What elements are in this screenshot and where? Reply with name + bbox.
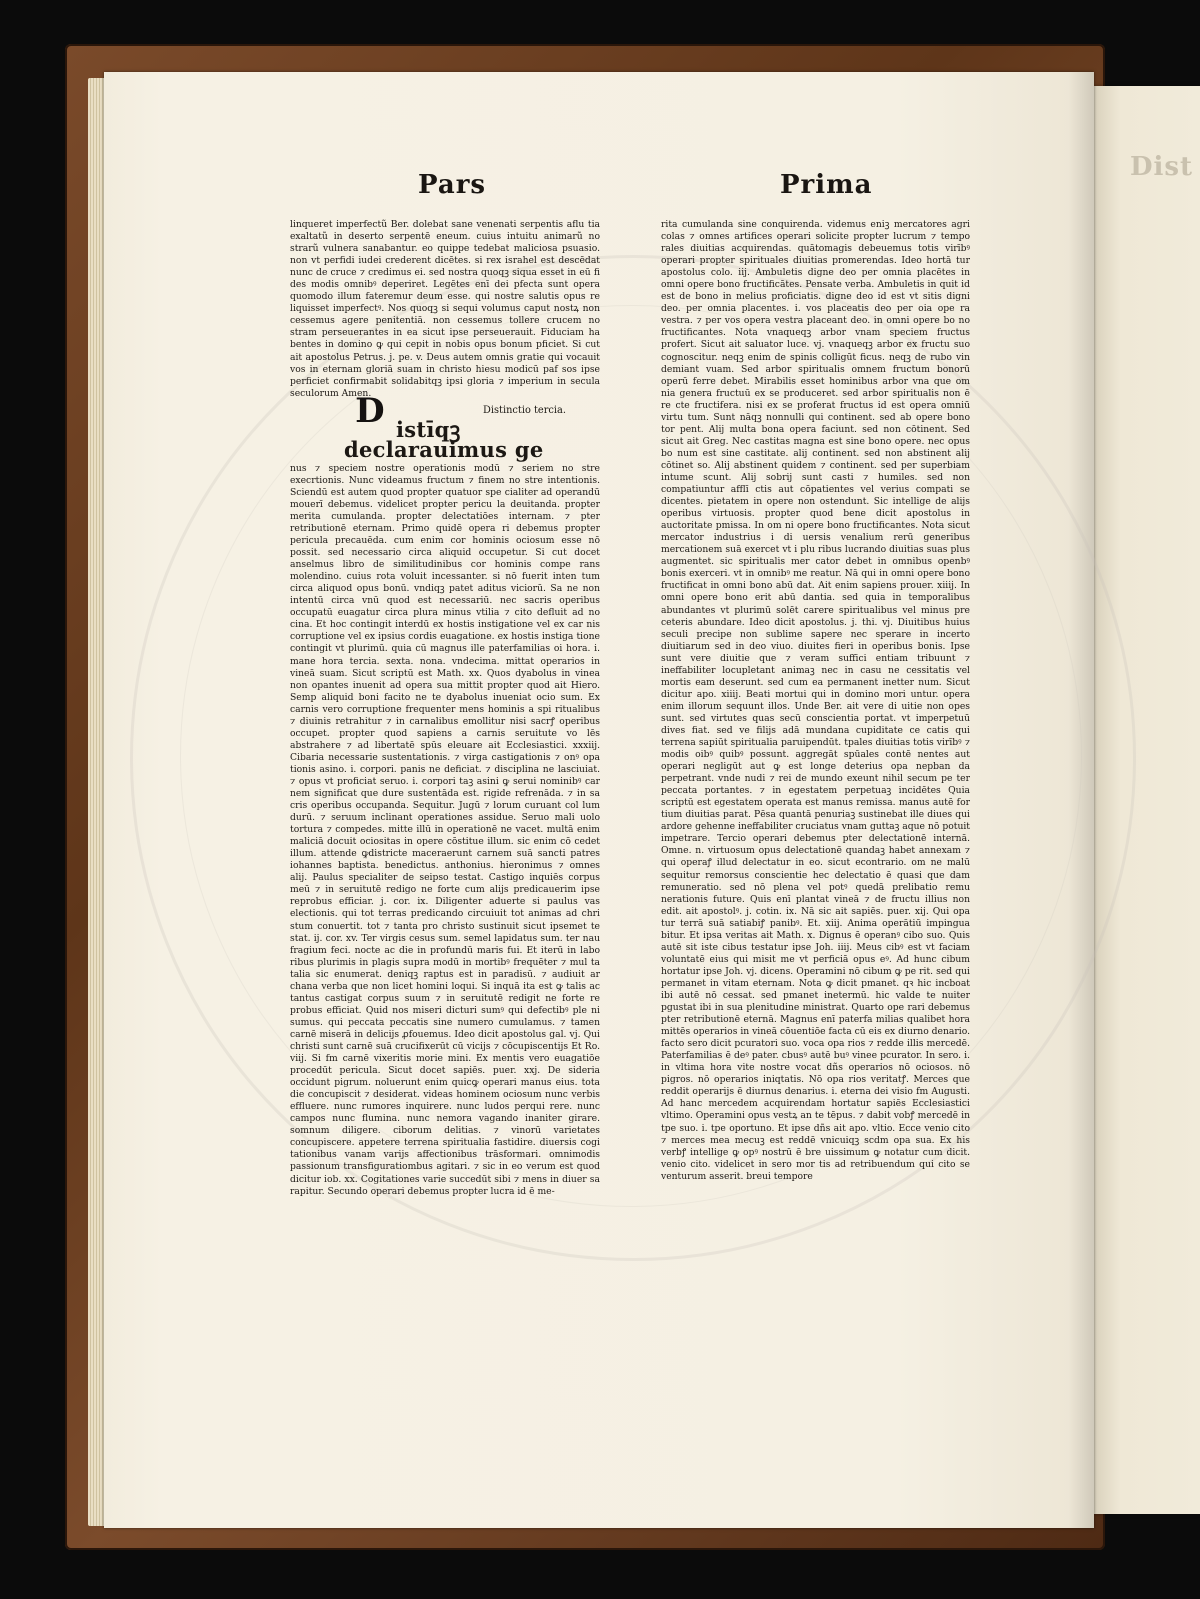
left-paragraph-2: nus ⁊ speciem nostre operationis modū ⁊ seriem no stre execrtionis. Nunc videamus fructum ⁊ finem no stre intentionis. Sciendū est autem quod propter quatuor spe cialiter ad operandū mouerī debemus. videlicet propter pericu la deuitanda. propter merita cumulanda. propter delectatiōes internam. ⁊ pter retributionē eternam. Primo quidē opera ri debemus propter pericula precauēda. cum enim cor hominis ociosum esse nō possit. sed necessario circa aliquid occupetur. Si cut docet anselmus libro de similitudinibus cor hominis compe rans molendino. cuius rota voluit incessanter. si nō fuerit inten tum circa aliquod opus bonū. vndiqꝫ patet aditus viciorū. Sa ne non intentū circa vnū quod est necessariū. nec sacris operibus occupatū euagatur circa plura minus vtilia ⁊ cito defluit ad no cina. Et hoc contingit interdū ex hostis instigatione vel ex car nis corruptione vel ex ipsius cordis euagatione. ex hostis instiga tione contingit vt plurimū. quia cū magnus ille paterfamilias oi hora. i. mane hora tercia. sexta. nona. vndecima. mittat operarios in vineā suam. Sicut scriptū est Math. xx. Quos dyabolus in vinea non opantes inuenit ad opera sua mittit propter quod ait Hiero. Semp aliquid boni facito ne te dyabolus inueniat ocio sum. Ex carnis vero corruptione frequenter mens hominis a spi ritualibus ⁊ diuinis retrahitur ⁊ in carnalibus emollitur nisi sacrꝭ operibus occupet. propter quod sapiens a carnis seruitute vo lēs abstrahere ⁊ ad libertatē spūs eleuare ait Ecclesiastici. xxxiij. Cibaria necessarie sustentationis. ⁊ virga castigationis ⁊ onꝰ opa tionis asino. i. corpori. panis ne deficiat. ⁊ disciplina ne lasciuiat. ⁊ opus vt proficiat seruo. i. corpori taꝫ asini ꝙ serui nominibꝰ car nem significat que dure sustentāda est. rigide refrenāda. ⁊ in sa cris operibus occupanda. Sequitur. Jugū ⁊ lorum curuant col lum durū. ⁊ seruum inclinant operationes assidue. Seruo mali uolo tortura ⁊ compedes. mitte illū in operationē ne vacet. multā enim maliciā docuit ociositas in opere cōstitue illum. sic enim cō cedet illum. attende ꝙdistricte maceraerunt carnem suā sancti patres iohannes baptista. benedictus. anthonius. hieronimus ⁊ omnes alij. Paulus specialiter de seipso testat. Castigo inquiēs corpus meū ⁊ in seruitutē redigo ne forte cum alijs predicauerim ipse reprobus efficiar. j. cor. ix. Diligenter aduerte si paulus vas electionis. qui tot terras predicando circuiuit tot animas ad chri stum conuertit. tot ⁊ tanta pro christo sustinuit sicut ipsemet te stat. ij. cor. xv. Ter virgis cesus sum. semel lapidatus sum. ter nau fragium feci. nocte ac die in profundū maris fui. Et iterū in labo ribus plurimis in plagis supra modū in mortibꝰ frequēter ⁊ mul ta talia sic enumerat. deniqꝫ raptus est in paradisū. ⁊ audiuit ar chana verba que non licet homini loqui. Si inquā ita est ꝙ talis ac tantus castigat corpus suum ⁊ in seruitutē redigit ne forte re probus efficiat. Quid nos miseri dicturi sumꝰ qui defectibꝰ ple ni sumus. qui peccata peccatis sine numero cumulamus. ⁊ tamen carnē miserā in delicijs ꝓfouemus. Ideo dicit apostolus gal. vj. Qui christi sunt carnē suā crucifixerūt cū vicijs ⁊ cōcupiscentijs Et Ro. viij. Si fm carnē vixeritis morie mini. Ex mentis vero euagatiōe procedūt pericula. Sicut docet sapiēs. puer. xxj. De sideria occidunt pigrum. noluerunt enim quicꝙ operari manus eius. tota die concupiscit ⁊ desiderat. videas hominem ociosum nunc verbis effluere. nunc rumores inquirere. nunc ludos perqui rere. nunc campos nunc flumina. nunc nemora vagando inaniter girare. somnum diligere. ciborum delitias. ⁊ vinorū varietates concupiscere. appetere terrena spiritualia fastidire. diuersis cogi tationibus vanam varijs affectionibus trāsformari. omnimodis passionum transfiguratiombus agitari. ⁊ sic in eo verum est quod dicitur iob. xx. Cogitationes varie succedūt sibi ⁊ mens in diuer sa rapitur. Secundo operari debemus propter lucra id ē me- (290, 462, 600, 1197)
right-paragraph-1: rita cumulanda sine conquirenda. videmus eniꝫ mercatores agri colas ⁊ omnes artifices operari solicite propter lucrum ⁊ tempo rales diuitias acquirendas. quātomagis debeuemus totis virībꝰ operari propter spirituales diuitias promerendas. Ideo hortā tur apostolus colo. iij. Ambuletis digne deo per omnia placētes in omni opere bono fructificātes. Pensate verba. Ambuletis in quit id est de bono in melius proficiatis. digne deo id est vt sitis digni deo. per omnia placentes. i. vos placeatis deo per oia ope ra vestra. ⁊ per vos opera vestra placeant deo. in omni opere bo no fructificantes. Nota vnaqueqꝫ arbor vnam speciem fructus profert. Sicut ait saluator luce. vj. vnaqueqꝫ arbor ex fructu suo cognoscitur. neqꝫ enim de spinis colligūt ficus. neqꝫ de rubo vin demiant vuam. Sed arbor spiritualis omnem fructum bonorū operū ferre debet. Mirabilis esset hominibus arbor vna que om nia genera fructuū ex se produceret. sed arbor spiritualis non ē re cte fructifera. nisi ex se proferat fructus id est opera omniū virtu tum. Sunt nāqꝫ nonnulli qui continent. sed ab opere bono tor pent. Alij multa bona opera faciunt. sed non cōtinent. Sed sicut ait Greg. Nec castitas magna est sine bono opere. nec opus bo num est sine castitate. alij continent. sed non abstinent alij cōtinet so. Alij abstinent quidem ⁊ continent. sed per superbiam intume scunt. Alij sobrij sunt casti ⁊ humiles. sed non compatiuntur afflī ctis aut cōpatientes vel verius compati se dicentes. pietatem in opere non ostendunt. Sic intellige de alijs operibus virtuosis. propter quod bene dicit apostolus in auctoritate pmissa. In om ni opere bono fructificantes. Nota sicut mercator industrius i di uersis venalium rerū generibus mercationem suā exercet vt i plu ribus lucrando diuitias suas plus augmentet. sic spiritualis mer cator debet in omnibus openbꝰ bonis exerceri. vt in omnibꝰ me reatur. Nā qui in omni opere bono fructificat in omni bono abū dat. Ait enim sapiens prouer. xiiij. In omni opere bono erit abū dantia. sed quia in temporalibus abundantes vt plurimū solēt carere spiritualibus vel minus pre ceteris abundare. Ideo dicit apostolus. j. thi. vj. Diuitibus huius seculi precipe non sublime sapere nec sperare in incerto diuitiarum sed in deo viuo. diuites fieri in operibus bonis. Ipse sunt vere diuitie que ⁊ veram suffici entiam tribuunt ⁊ ineffabiliter locupletant animaꝫ nec in casu ne cessitatis vel mortis eam deserunt. sed cum ea permanent inetter num. Sicut dicitur apo. xiiij. Beati mortui qui in domino mori untur. opera enim illorum sequunt illos. Unde Ber. ait vere di uitie non opes sunt. sed virtutes quas secū conscientia portat. vt imperpetuū dives fiat. sed ve filijs adā mundana cupiditate ce catis qui terrena sapiūt spiritualia paruipendūt. tpales diuitias totis virībꝰ ⁊ modis oibꝰ quibꝰ possunt. aggregāt spūales contē nentes aut operari negligūt aut ꝙ est longe deterius opa nepban da perpetrant. vnde nudi ⁊ rei de mundo exeunt nihil secum pe ter peccata portantes. ⁊ in egestatem perpetuaꝫ incidētes Quia scriptū est egestatem operata est manus remissa. manus autē for tium diuitias parat. Pēsa quantā penuriaꝫ sustinebat ille diues qui ardore gehenne ineffabiliter cruciatus vnam guttaꝫ aque nō potuit impetrare. Tercio operari debemus pter delectationē internā. Omne. n. virtuosum opus delectationē quandaꝫ habet annexam ⁊ qui operaꝭ illud delectatur in eo. sicut econtrario. om ne malū sequitur remorsus conscientie hec delectatio ē quasi que dam remuneratio. sed nō plena vel potꝰ quedā prelibatio remu nerationis future. Quis enī plantat vineā ⁊ de fructu illius non edit. ait apostolꝰ. j. cotin. ix. Nā sic ait sapiēs. puer. xij. Qui opa tur terrā suā satiabiꝭ panibꝰ. Et. xiij. Anima operātiū impingua bitur. Et ipsa veritas ait Math. x. Dignus ē operanꝰ cibo suo. Quis autē sit iste cibus testatur ipse Joh. iiij. Meus cibꝰ est vt faciam voluntatē eius qui misit me vt perficiā opus eꝰ. Ad hunc cibum hortatur ipse Joh. vj. dicens. Operamini nō cibum ꝙ pe rit. sed qui permanet in vitam eternam. Nota ꝙ dicit pmanet. qꝛ hic incboat ibi autē nō cessat. sed pmanet inetermū. hic valde te nuiter pgustat ibi in sua plenitudine ministrat. Quarto ope rari debemus pter retributionē eternā. Magnus enī paterfa milias qualibet hora mittēs operarios in vineā cōuentiōe facta cū eis ex diurno denario. facto sero dicit pcuratori suo. voca opa rios ⁊ redde illis mercedē. Paterfamilias ē deꝰ pater. cbusꝰ autē buꝰ vinee pcurator. In sero. i. in vltima hora vite nostre vocat dñs operarios nō ociosos. nō pigros. nō operarios iniqtatis. Nō opa rios veritatꝭ. Merces que reddit operarijs ē diurnus denarius. i. eterna dei visio fm Augusti. Ad hanc mercedem acquirendam hortatur sapiēs Ecclesiastici vltimo. Operamini opus vestꝝ an te tēpus. ⁊ dabit vobꝭ mercedē in tpe suo. i. tpe oportuno. Et ipse dñs ait apo. vltio. Ecce venio cito ⁊ merces mea mecuꝫ est reddē vnicuiqꝫ scdm opa sua. Ex his verbꝭ intellige ꝙ opꝰ nostrū ē bre uissimum ꝙ notatur cum dicit. venio cito. videlicet in sero mor tis ad retribuendum qui cito se venturum asserit. breui tempore (661, 219, 970, 1182)
left-text-column (290, 219, 600, 1274)
drop-initial: D (355, 390, 385, 431)
distinctio-heading: Distinctio tercia. (483, 404, 566, 416)
running-head-left: Pars (418, 170, 487, 200)
incipit-text: istīqꝫ declarauimus ge (344, 416, 544, 462)
left-paragraph-1: linqueret imperfectũ Ber. dolebat sane venenati serpentis aflu tia exaltatũ in deserto serpentē eneum. cuius intuitu animarũ no strarũ vulnera sanabantur. eo quippe tedebat maliciosa psuasio. non vt perfidi iudei crederent dicētes. si rex israhel est descēdat nunc de cruce ⁊ credimus ei. sed nostra quoqꝫ siqua esset in eū fi des modis omnibꝰ deperiret. Legētes enī dei pfecta sunt opera quomodo illum fateremur deum esse. qui nostre salutis opus re liquisset imperfectꝰ. Nos quoqꝫ si sequi volumus caput nostꝝ non cessemus agere penitentiā. non cessemus tollere crucem no stram perseuerantes in ea sicut ipse perseuerauit. Fiduciam ha bentes in domino ꝙ qui cepit in nobis opus bonum pficiet. Si cut ait apostolus Petrus. j. pe. v. Deus autem omnis gratie qui vocauit vos in eternam gloriā suam in christo hiesu modicū paf sos ipse perficiet confirmabit solidabitqꝫ ipsi gloria ⁊ imperium in secula seculorum Amen. (290, 219, 600, 399)
right-text-column (661, 219, 970, 1279)
running-head-right: Prima (780, 170, 873, 200)
facing-page-text: Dist (1130, 152, 1194, 182)
